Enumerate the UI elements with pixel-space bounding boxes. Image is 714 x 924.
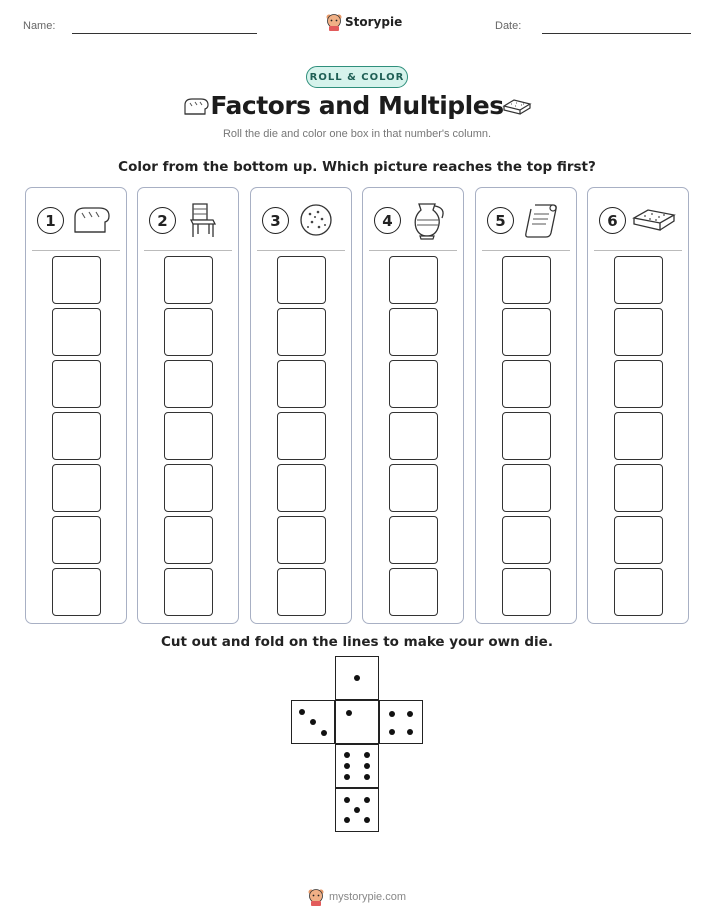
column-2 (137, 187, 239, 624)
die-face-1 (335, 700, 379, 744)
name-line[interactable] (72, 33, 257, 34)
color-box[interactable] (389, 308, 438, 356)
sponge-cake-icon (501, 96, 533, 118)
column-divider (32, 250, 120, 251)
color-box[interactable] (614, 308, 663, 356)
footer-url[interactable]: mystorypie.com (329, 891, 407, 903)
color-box[interactable] (614, 516, 663, 564)
color-box[interactable] (277, 360, 326, 408)
column-divider (144, 250, 232, 251)
color-instruction: Color from the bottom up. Which picture reaches the top first? (118, 159, 596, 175)
color-box[interactable] (389, 412, 438, 460)
die-face-4 (379, 700, 423, 744)
column-3 (250, 187, 352, 624)
color-box[interactable] (614, 360, 663, 408)
footer (308, 888, 406, 906)
pip (389, 729, 395, 735)
pip (354, 807, 360, 813)
die-face-6 (335, 744, 379, 788)
pip (344, 763, 350, 769)
column-divider (257, 250, 345, 251)
bread-icon (69, 200, 115, 240)
pip (364, 817, 370, 823)
column-5 (475, 187, 577, 624)
column-divider (482, 250, 570, 251)
column-number: 3 (262, 207, 289, 234)
color-box[interactable] (164, 516, 213, 564)
color-box[interactable] (502, 516, 551, 564)
column-number: 6 (599, 207, 626, 234)
pip (346, 710, 352, 716)
color-box[interactable] (389, 516, 438, 564)
pip (321, 730, 327, 736)
column-number: 1 (37, 207, 64, 234)
color-box[interactable] (502, 464, 551, 512)
color-box[interactable] (277, 516, 326, 564)
color-box[interactable] (389, 464, 438, 512)
pip (344, 797, 350, 803)
color-box[interactable] (164, 412, 213, 460)
color-box[interactable] (277, 568, 326, 616)
color-box[interactable] (164, 360, 213, 408)
color-box[interactable] (389, 360, 438, 408)
chair-icon (181, 200, 227, 240)
color-box[interactable] (164, 464, 213, 512)
date-line[interactable] (542, 33, 691, 34)
pip (364, 774, 370, 780)
column-divider (369, 250, 457, 251)
bear-logo-icon (326, 13, 342, 31)
color-box[interactable] (52, 360, 101, 408)
color-box[interactable] (164, 308, 213, 356)
color-box[interactable] (277, 464, 326, 512)
color-box[interactable] (164, 256, 213, 304)
jug-icon (406, 200, 452, 240)
pip (364, 752, 370, 758)
pip (407, 729, 413, 735)
color-box[interactable] (52, 412, 101, 460)
color-box[interactable] (614, 256, 663, 304)
pip (407, 711, 413, 717)
pip (299, 709, 305, 715)
color-box[interactable] (52, 516, 101, 564)
color-box[interactable] (614, 412, 663, 460)
pip (364, 763, 370, 769)
date-label: Date: (495, 20, 522, 32)
column-4 (362, 187, 464, 624)
cookie-icon (294, 200, 340, 240)
subtitle: Roll the die and color one box in that number's column. (222, 128, 492, 140)
color-box[interactable] (52, 568, 101, 616)
roll-color-badge: ROLL & COLOR (306, 66, 408, 88)
color-box[interactable] (502, 568, 551, 616)
pip (310, 719, 316, 725)
color-box[interactable] (614, 568, 663, 616)
color-box[interactable] (502, 308, 551, 356)
color-box[interactable] (277, 308, 326, 356)
pip (344, 774, 350, 780)
color-box[interactable] (164, 568, 213, 616)
color-box[interactable] (277, 256, 326, 304)
color-box[interactable] (52, 464, 101, 512)
brand-logo (326, 13, 402, 31)
scroll-icon (519, 200, 565, 240)
color-box[interactable] (614, 464, 663, 512)
die-face-3 (291, 700, 335, 744)
column-number: 4 (374, 207, 401, 234)
pip (344, 817, 350, 823)
column-6 (587, 187, 689, 624)
name-label: Name: (23, 20, 56, 32)
pip (354, 675, 360, 681)
die-instruction: Cut out and fold on the lines to make your own die. (161, 634, 553, 650)
pip (364, 797, 370, 803)
column-number: 2 (149, 207, 176, 234)
sponge-cake-icon (631, 200, 677, 240)
color-box[interactable] (277, 412, 326, 460)
color-box[interactable] (389, 568, 438, 616)
page-title: Factors and Multiples (210, 91, 504, 120)
die-face-5 (335, 788, 379, 832)
bear-logo-icon (308, 888, 324, 906)
color-box[interactable] (502, 360, 551, 408)
column-divider (594, 250, 682, 251)
color-box[interactable] (502, 256, 551, 304)
color-box[interactable] (389, 256, 438, 304)
pip (389, 711, 395, 717)
pip (344, 752, 350, 758)
column-1 (25, 187, 127, 624)
column-number: 5 (487, 207, 514, 234)
color-box[interactable] (52, 256, 101, 304)
brand-name: Storypie (345, 15, 403, 29)
color-box[interactable] (502, 412, 551, 460)
color-box[interactable] (52, 308, 101, 356)
die-face-1 (335, 656, 379, 700)
